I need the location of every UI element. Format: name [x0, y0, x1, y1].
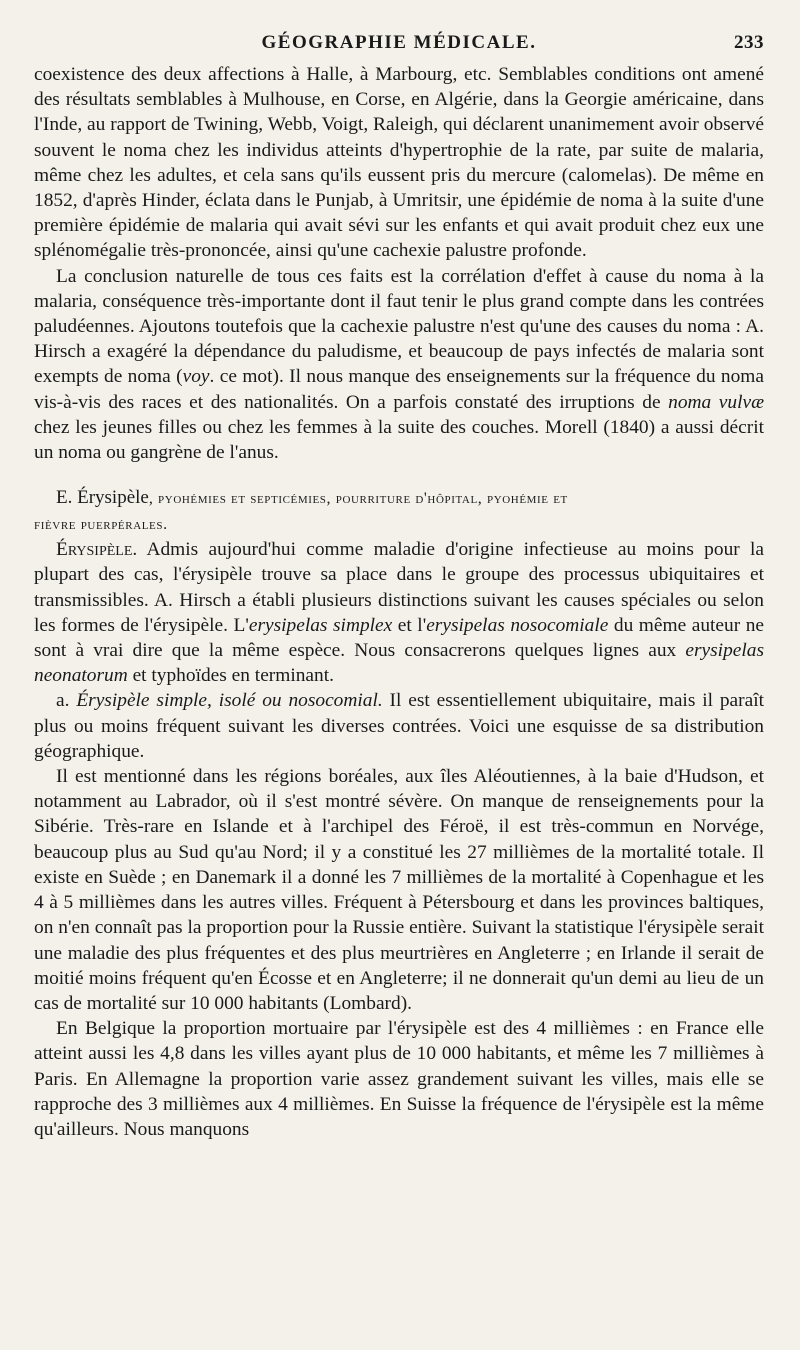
text-run: du même auteur ne sont à vrai dire que la même espèce. Nous consacrerons quelques lignes aux [34, 614, 764, 662]
text-run: Il est essentiellement ubiquitaire, mais il paraît plus ou moins fréquent suivant les diverses contrées. Voici une esquisse de sa distribution géographique. [34, 690, 764, 762]
text-run: . ce mot). Il nous manque des enseignements sur la fréquence du noma vis-à-vis des races et des nationalités. On a parfois constaté des irruptions de [34, 366, 764, 413]
text-run: et l' [392, 614, 427, 636]
run-in-erysipele: Érysipèle. [56, 539, 138, 561]
page-number: 233 [734, 32, 764, 53]
item-letter: a. [56, 690, 77, 712]
running-title: GÉOGRAPHIE MÉDICALE. [261, 32, 537, 53]
section-heading-line1: , pyohémies et septicémies, pourriture d'hôpital, pyohémie et [148, 490, 568, 508]
italic-noma-vulvae: noma vulvæ [668, 391, 765, 413]
running-head [34, 26, 764, 62]
paragraph-erysipele-simple [34, 688, 764, 764]
italic-erysipelas-nosocomiale: erysipelas nosocomiale [426, 614, 609, 636]
italic-voy: voy [182, 366, 210, 388]
paragraph-noma-malaria-evidence: coexistence des deux affections à Halle, à Marbourg, etc. Semblables conditions ont amené des résultats semblables à Mulhouse, en Corse, en Algérie, dans la Georgie américaine, dans l'Inde, au rapport de Twining, Webb, Voigt, Raleigh, qui déclarent unanimement avoir observé souvent le noma chez les individus atteints d'hypertrophie de la rate, par suite de malaria, même chez les adultes, et cela sans qu'ils eussent pris du mercure (calomelas). De même en 1852, d'après Hinder, éclata dans le Punjab, à Umritsir, une épidémie de noma à la suite d'une première épidémie de malaria qui avait sévi sur les enfants et qui avait produit chez eux une splénomégalie très-prononcée, ainsi qu'une cachexie palustre profonde. [34, 64, 764, 262]
section-heading-label: E. Érysipèle [56, 487, 149, 509]
text-run: Admis aujourd'hui comme maladie d'origine infectieuse au moins pour la plupart des cas, l'érysipèle trouve sa place dans le groupe des processus ubiquitaires et transmissibles. A. Hirsch a établi plusieurs distinctions suivant les causes spéciales ou selon les formes de l'érysipèle. L' [34, 539, 764, 636]
italic-subheading: Érysipèle simple, isolé ou nosocomial. [76, 690, 383, 712]
paragraph-noma-conclusion [34, 264, 764, 466]
italic-erysipelas-neonatorum: erysipelas neonatorum [34, 640, 764, 687]
paragraph-erysipele-intro [34, 537, 764, 688]
text-run: La conclusion naturelle de tous ces faits est la corrélation d'effet à cause du noma à la malaria, conséquence très-importante dont il faut tenir le plus grand compte dans les contrées paludéennes. Ajoutons toutefois que la cachexie palustre n'est qu'une des causes du noma : A. Hirsch a exagéré la dépendance du paludisme, et beaucoup de pays infectés de malaria sont exempts de noma ( [34, 265, 764, 388]
paragraph-mortality-proportions: En Belgique la proportion mortuaire par l'érysipèle est des 4 millièmes : en France elle atteint aussi les 4,8 dans les villes ayant plus de 10 000 habitants, et même les 7 millièmes à Paris. En Allemagne la proportion varie assez grandement suivant les villes, mais elle se rapproche des 3 millièmes aux 4 millièmes. En Suisse la fréquence de l'érysipèle est la même qu'ailleurs. Nous manquons [34, 1018, 764, 1140]
section-heading-e [34, 485, 764, 537]
paragraph-geographic-distribution: Il est mentionné dans les régions boréales, aux îles Aléoutiennes, à la baie d'Hudson, et notamment au Labrador, où il s'est montré sévère. On manque de renseignements pour la Sibérie. Très-rare en Islande et à l'archipel des Féroë, il est très-commun en Norvége, beaucoup plus au Sud qu'au Nord; il y a constitué les 27 millièmes de la mortalité totale. Il existe en Suède ; en Danemark il a donné les 7 millièmes de la mortalité à Copenhague et les 4 à 5 millièmes dans les autres villes. Fréquent à Pétersbourg et dans les provinces baltiques, on n'en connaît pas la proportion pour la Russie entière. Suivant la statistique l'érysipèle serait une maladie des plus fréquentes et des plus meurtrières en Angleterre ; en Irlande il serait de moitié moins fréquent qu'en Écosse et en Angleterre; il ne donnerait qu'un demi au lieu de un cas de mortalité sur 10 000 habitants (Lombard). [34, 766, 764, 1014]
section-heading-line2: fièvre puerpérales. [34, 516, 168, 534]
text-run: chez les jeunes filles ou chez les femmes à la suite des couches. Morell (1840) a aussi décrit un noma ou gangrène de l'anus. [34, 416, 764, 464]
text-run: et typhoïdes en terminant. [127, 665, 334, 687]
italic-erysipelas-simplex: erysipelas simplex [248, 614, 393, 636]
